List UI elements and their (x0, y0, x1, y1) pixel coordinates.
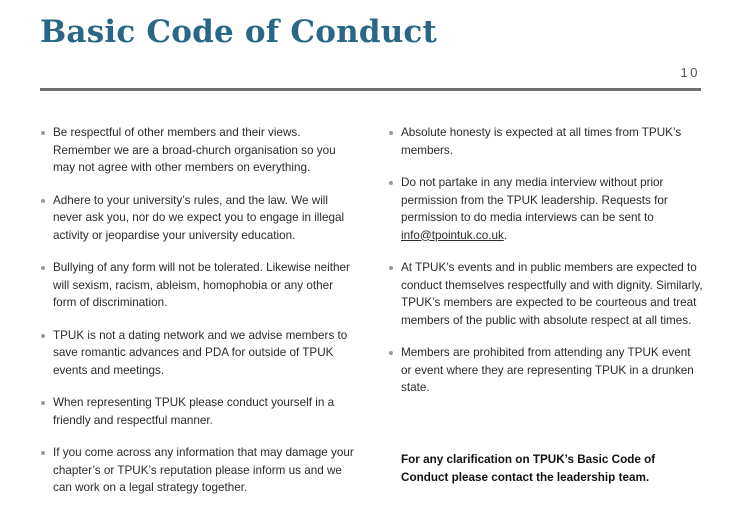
title-divider (40, 88, 701, 91)
list-item: At TPUK’s events and in public members are expected to conduct themselves respectfully and with dignity. Similarly, TPUK’s members are expected to be courteous and treat members of the public with absolute respect at all times. (388, 259, 704, 329)
right-bullet-list (388, 124, 704, 397)
slide-title: Basic Code of Conduct (40, 14, 438, 50)
list-item: Members are prohibited from attending any TPUK event or event where they are representing TPUK in a drunken state. (388, 344, 704, 397)
list-item-text: Do not partake in any media interview without prior permission from the TPUK leadership. Requests for permission to do media interviews can be sent to (401, 176, 668, 224)
left-bullet-list (40, 124, 358, 497)
list-item: Bullying of any form will not be tolerated. Likewise neither will sexism, racism, ableism, homophobia or any other form of discrimination. (40, 259, 358, 312)
list-item: Be respectful of other members and their views. Remember we are a broad-church organisation so you may not agree with other members on everything. (40, 124, 358, 177)
list-item-end: . (503, 228, 508, 242)
list-item: If you come across any information that may damage your chapter’s or TPUK’s reputation please inform us and we can work on a legal strategy together. (40, 444, 358, 497)
clarification-note: For any clarification on TPUK’s Basic Code of Conduct please contact the leadership team. (401, 453, 656, 484)
list-item (388, 174, 704, 244)
list-item: Absolute honesty is expected at all times from TPUK’s members. (388, 124, 704, 159)
page-number: 10 (680, 65, 700, 80)
email-link[interactable]: info@tpointuk.co.uk (401, 228, 504, 242)
list-item: Adhere to your university’s rules, and the law. We will never ask you, nor do we expect you to engage in illegal activity or jeopardise your university education. (40, 192, 358, 245)
list-item: TPUK is not a dating network and we advise members to save romantic advances and PDA for outside of TPUK events and meetings. (40, 327, 358, 380)
list-item: When representing TPUK please conduct yourself in a friendly and respectful manner. (40, 394, 358, 429)
